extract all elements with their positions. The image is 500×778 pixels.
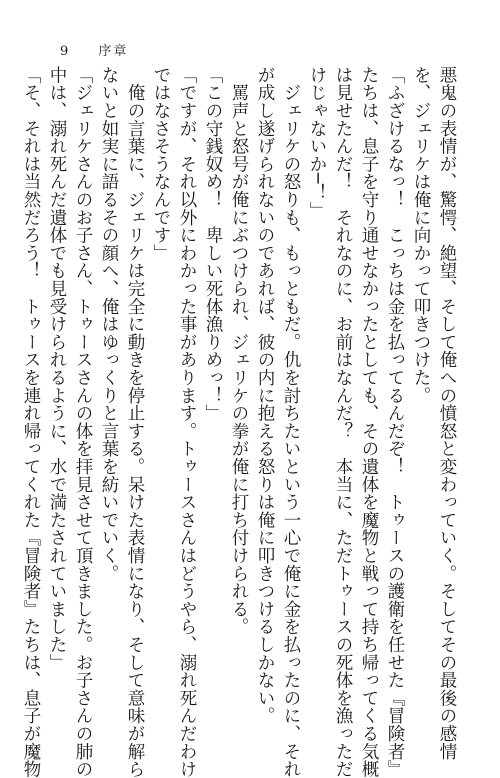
text-column-11: 「ですが、それ以外にわかった事があります。トゥースさんはどうやら、溺れ死んだわけ bbox=[177, 66, 197, 778]
text-column-1: 悪鬼の表情が、驚愕、絶望、そして俺への憤怒と変わっていく。そしてその最後の感情 bbox=[437, 66, 457, 761]
running-header bbox=[60, 40, 128, 59]
text-column-10: 「この守銭奴め！ 卑しい死体漁りめっ！」 bbox=[203, 66, 223, 422]
text-column-15: 「ジェリケさんのお子さん、トゥースさんの体を拝見させて頂きました。お子さんの肺の bbox=[73, 66, 93, 778]
text-column-5: は見せたんだ！ それなのに、お前はなんだ？ 本当に、ただトゥースの死体を漁っただ bbox=[333, 66, 353, 778]
vertical-text-body bbox=[21, 66, 460, 778]
text-column-2: を、ジェリケは俺に向かって叩きつけた。 bbox=[411, 66, 431, 405]
text-column-3: 「ふざけるなっ！ こっちは金を払ってるんだぞ！ トゥースの護衛を任せた『冒険者』 bbox=[385, 66, 405, 778]
text-column-14: ないと如実に語るその顔へ、俺はゆっくりと言葉を紡いでいく。 bbox=[99, 66, 119, 583]
chapter-title: 序章 bbox=[98, 44, 129, 59]
text-column-7: ジェリケの怒りも、もっともだ。仇を討ちたいという一心で俺に金を払ったのに、それ bbox=[281, 66, 301, 778]
text-column-6: けじゃないか─！」 bbox=[307, 66, 327, 220]
text-column-12: ではなさそうなんです」 bbox=[151, 66, 171, 262]
text-column-9: 罵声と怒号が俺にぶつけられ、ジェリケの拳が俺に打ち付けられる。 bbox=[229, 66, 249, 636]
text-column-4: たちは、息子を守り通せなかったとしても、その遺体を魔物と戦って持ち帰ってくる気概 bbox=[359, 66, 379, 778]
text-column-8: が成し遂げられないのであれば、彼の内に抱える怒りは俺に叩きつけるしかない。 bbox=[255, 66, 275, 725]
text-column-16: 中は、溺れ死んだ遺体でも見受けられるように、水で満たされていました」 bbox=[47, 66, 67, 672]
page-number: 9 bbox=[60, 44, 71, 59]
text-column-17: 「そ、それは当然だろう！ トゥースを連れ帰ってくれた『冒険者』たちは、息子が魔物 bbox=[21, 66, 41, 778]
text-column-13: 俺の言葉に、ジェリケは完全に動きを停止する。呆けた表情になり、そして意味が解ら bbox=[125, 66, 145, 778]
